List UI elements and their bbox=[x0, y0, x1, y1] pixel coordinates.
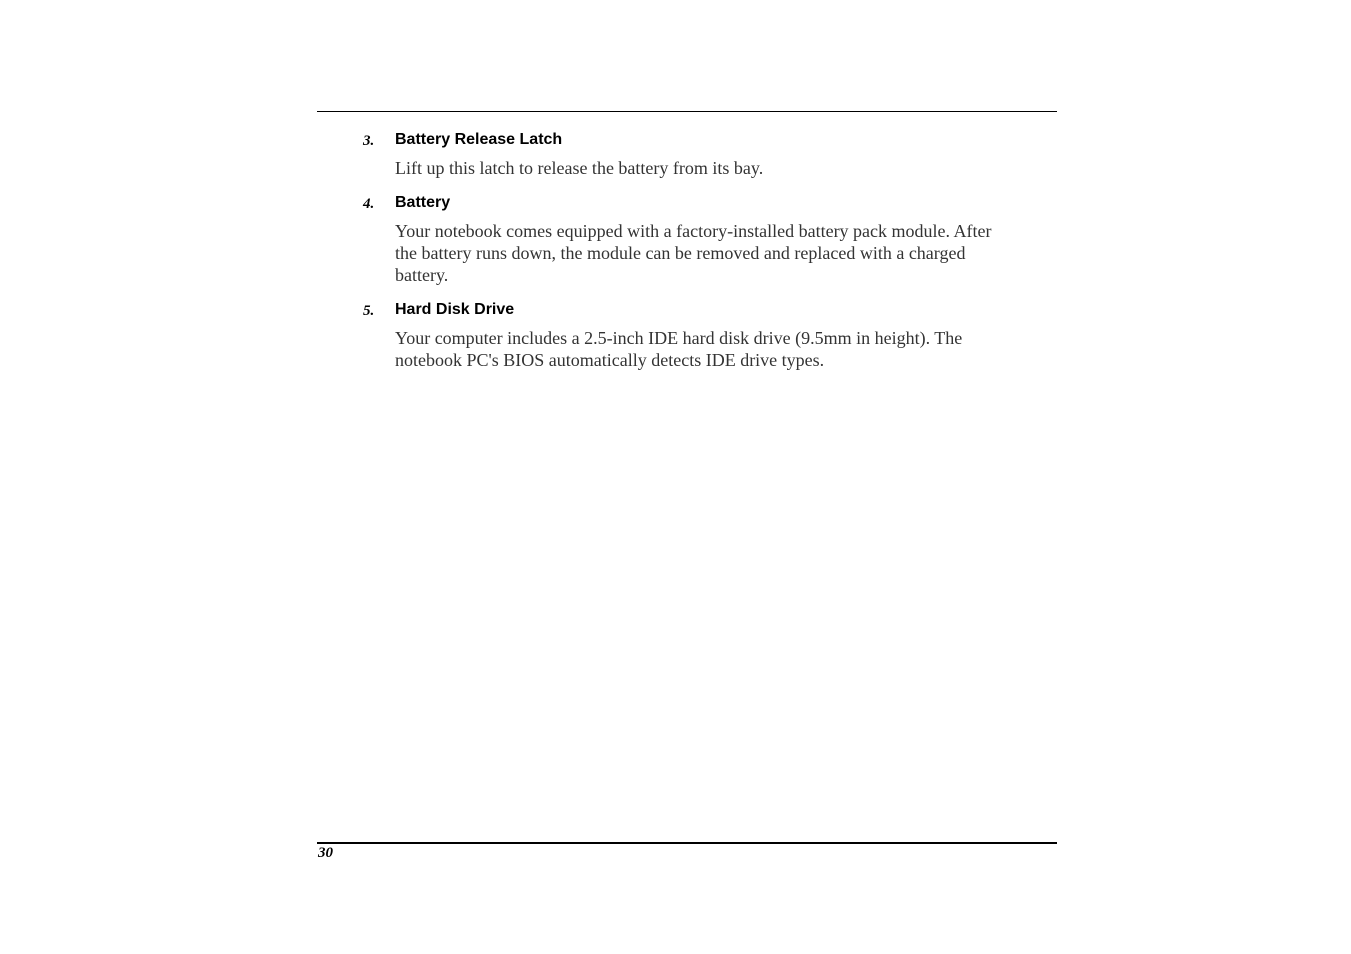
item-body bbox=[395, 157, 1050, 179]
item-title: Battery Release Latch bbox=[395, 131, 563, 148]
item-body bbox=[395, 327, 1050, 371]
header-rule bbox=[317, 111, 1057, 112]
body-line: Lift up this latch to release the battery from its bay. bbox=[395, 158, 764, 178]
body-line: Your computer includes a 2.5-inch IDE hard disk drive (9.5mm in height). The bbox=[395, 328, 963, 348]
body-line: notebook PC's BIOS automatically detects IDE drive types. bbox=[395, 350, 825, 370]
body-line: the battery runs down, the module can be removed and replaced with a charged bbox=[395, 243, 966, 263]
item-number: 4. bbox=[363, 196, 375, 212]
footer-rule bbox=[317, 842, 1057, 844]
page-number: 30 bbox=[318, 845, 333, 861]
item-body bbox=[395, 220, 1050, 286]
body-line: Your notebook comes equipped with a factory-installed battery pack module. After bbox=[395, 221, 992, 241]
item-title: Battery bbox=[395, 194, 451, 211]
item-number: 3. bbox=[363, 133, 375, 149]
item-number: 5. bbox=[363, 303, 375, 319]
item-title: Hard Disk Drive bbox=[395, 301, 515, 318]
body-line: battery. bbox=[395, 265, 449, 285]
